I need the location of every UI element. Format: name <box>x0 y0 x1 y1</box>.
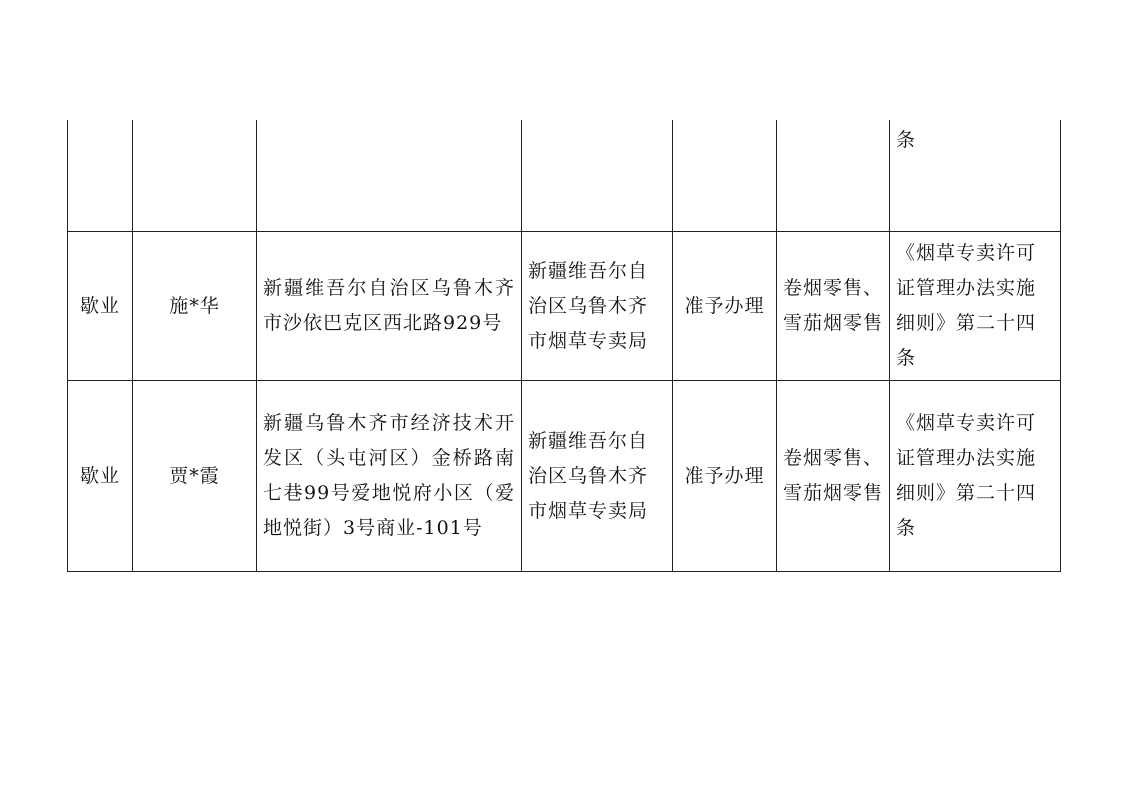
license-table <box>67 120 1061 572</box>
cell-address: 新疆维吾尔自治区乌鲁木齐市沙依巴克区西北路929号 <box>257 232 522 381</box>
cell-scope: 卷烟零售、雪茄烟零售 <box>777 381 890 572</box>
cell-authority <box>522 120 673 232</box>
cell-status: 歇业 <box>68 232 133 381</box>
cell-basis: 《烟草专卖许可证管理办法实施细则》第二十四条 <box>890 232 1061 381</box>
cell-authority: 新疆维吾尔自治区乌鲁木齐市烟草专卖局 <box>522 232 673 381</box>
cell-name <box>133 120 257 232</box>
cell-decision: 准予办理 <box>673 232 777 381</box>
table-row <box>68 381 1061 572</box>
cell-name: 贾*霞 <box>133 381 257 572</box>
basis-continuation-text: 条 <box>896 129 917 151</box>
cell-scope: 卷烟零售、雪茄烟零售 <box>777 232 890 381</box>
cell-address: 新疆乌鲁木齐市经济技术开发区（头屯河区）金桥路南七巷99号爱地悦府小区（爱地悦街）3号商业-101号 <box>257 381 522 572</box>
cell-address <box>257 120 522 232</box>
cell-status: 歇业 <box>68 381 133 572</box>
continued-row <box>68 120 1061 232</box>
cell-basis: 《烟草专卖许可证管理办法实施细则》第二十四条 <box>890 381 1061 572</box>
cell-name: 施*华 <box>133 232 257 381</box>
table-row <box>68 232 1061 381</box>
cell-status <box>68 120 133 232</box>
cell-scope <box>777 120 890 232</box>
cell-decision <box>673 120 777 232</box>
cell-decision: 准予办理 <box>673 381 777 572</box>
cell-authority: 新疆维吾尔自治区乌鲁木齐市烟草专卖局 <box>522 381 673 572</box>
cell-basis <box>890 120 1061 232</box>
